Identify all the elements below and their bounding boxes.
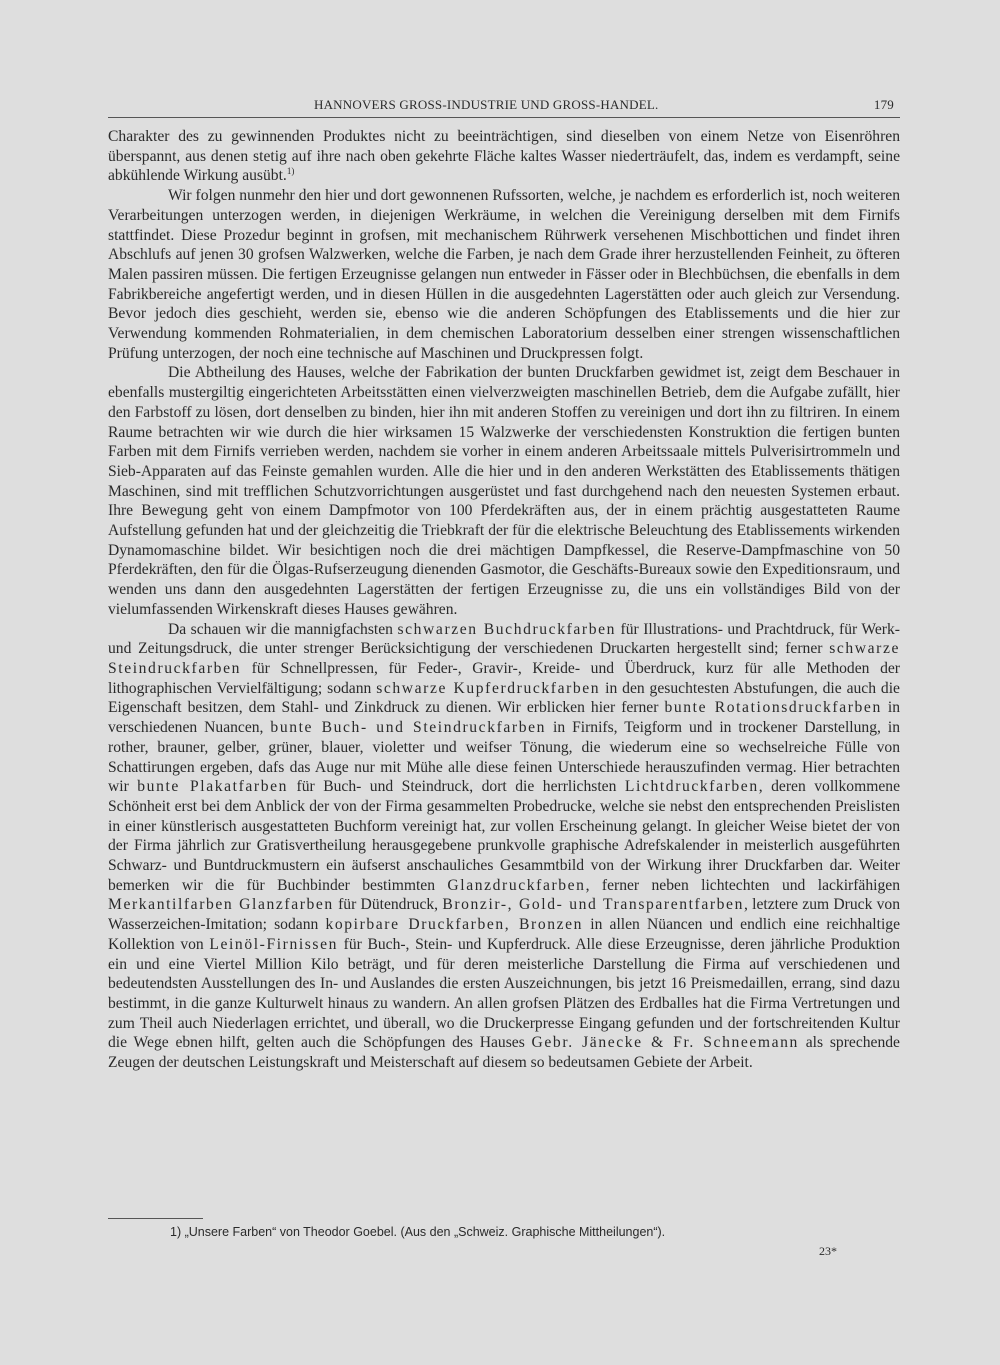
paragraph-products xyxy=(108,620,900,1073)
product-term: Lichtdruckfarben xyxy=(624,778,759,796)
product-term: bunte Buch- und Steindruckfarben xyxy=(270,719,547,737)
product-term: Bronzir-, Gold- und Transparentfarben xyxy=(442,896,744,914)
text-run: für Buch-, Stein- und Kupferdruck. Alle diese Erzeugnisse, deren jährliche Produktion ein und eine Viertel Million Kilo beträgt, und für deren meisterliche Darstellung die Firma auf verschiedenen und bedeutendsten Ausstellungen des In- und Auslandes die ersten Auszeichnungen, bis jetzt 16 Preismedaillen, errang, sind dazu bestimmt, in die ganze Kulturwelt hinaus zu wandern. An allen grofsen Plätzen des Erdballes hat die Firma Vertretungen und zum Theil auch Niederlagen errichtet, und überall, wo die Druckerpresse Eingang gefunden und der fortschreitenden Kultur die Wege ebnen hilft, gelten auch die Schöpfungen des Hauses xyxy=(108,935,900,1052)
product-term: schwarze Kupferdruckfarben xyxy=(376,679,601,697)
footnote-divider xyxy=(108,1218,203,1219)
text-run: für Dütendruck, xyxy=(333,896,443,914)
text-run: , ferner neben lichtechten und lackirfähigen xyxy=(585,876,900,894)
product-term: Leinöl-Firnissen xyxy=(209,935,339,953)
text-run: in allen Nüancen und endlich eine reichhaltige Kollektion von xyxy=(108,916,900,953)
product-term: kopirbare Druckfarben, Bronzen xyxy=(325,916,584,934)
text-run: Da schauen wir die mannigfachsten xyxy=(168,620,398,638)
company-name: Gebr. Jänecke & Fr. Schneemann xyxy=(531,1034,799,1052)
paragraph-continuation xyxy=(108,127,900,186)
text-run: als sprechende Zeugen der deutschen Leistungskraft und Meisterschaft auf diesem so bedeutsamen Gebiete der Arbeit. xyxy=(108,1034,900,1072)
paragraph-text: Charakter des zu gewinnenden Produktes nicht zu beeinträchtigen, sind dieselben von einem Netze von Eisenröhren überspannt, aus denen stetig auf ihre nach oben gekehrte Fläche kaltes Wasser niederträufelt, das, indem es verdampft, seine abkühlende Wirkung ausübt. xyxy=(108,128,900,185)
paragraph: Wir folgen nunmehr den hier und dort gewonnenen Rufssorten, welche, je nachdem es erforderlich ist, noch weiteren Verarbeitungen unterzogen werden, in diejenigen Werkräume, in welchen die Vereinigung derselben mit dem Firnifs stattfindet. Diese Prozedur beginnt in grofsen, mit mechanischem Rührwerk versehenen Mischbottichen und findet ihren Abschlufs auf jenen 30 grofsen Walzwerken, welche die Farben, je nach dem Grade ihrer herzustellenden Feinheit, zu öfteren Malen passiren müssen. Die fertigen Erzeugnisse gelangen nun entweder in Fässer oder in Blechbüchsen, die ebenfalls in dem Fabrikbereiche angefertigt werden, und in diesen Hüllen in die ausgedehnten Lagerstätten oder auch gleich zur Versendung. Bevor jedoch dies geschieht, werden sie, ebenso wie die anderen Schöpfungen des Etablissements und die hier zur Verwendung kommenden Rohmaterialien, in dem chemischen Laboratorium desselben einer strengen wissenschaftlichen Prüfung unterzogen, der noch eine technische auf Maschinen und Druckpressen folgt. xyxy=(108,187,900,362)
text-run: für Schnellpressen, für Feder-, Gravir-, Kreide- und Überdruck, kurz für alle Methoden der lithographischen Vervielfältigung; sodann xyxy=(108,659,900,697)
product-term: bunte Plakatfarben xyxy=(137,778,289,796)
product-term: Glanzdruckfarben xyxy=(447,876,586,894)
text-run: in den gesuchtesten Abstufungen, die auch die Eigenschaft besitzen, dem Stahl- und Zinkdruck zu dienen. Wir erblicken hier ferner xyxy=(108,679,900,717)
text-run: für Buch- und Steindruck, dort die herrlichsten xyxy=(288,778,625,796)
product-term: bunte Rotationsdruckfarben xyxy=(664,699,882,717)
product-term: schwarze Steindruckfarben xyxy=(108,640,900,677)
text-run: in verschiedenen Nuancen, xyxy=(108,699,901,737)
body-text xyxy=(108,127,900,1073)
page-number: 179 xyxy=(873,97,894,112)
text-run: , letztere zum Druck von Wasserzeichen-Imitation; sodann xyxy=(108,896,901,934)
page-header xyxy=(108,95,900,118)
running-title: HANNOVERS GROSS-INDUSTRIE UND GROSS-HANDEL. xyxy=(314,97,659,112)
text-run: für Illustrations- und Prachtdruck, für Werk- und Zeitungsdruck, die unter strenger Berücksichtigung der verschiedenen Druckarten hergestellt sind; ferner xyxy=(108,620,900,658)
product-term: Merkantilfarben Glanzfarben xyxy=(108,896,334,914)
footnote-reference: 1) xyxy=(286,166,295,177)
text-run: , deren vollkommene Schönheit erst bei dem Anblick der von der Firma gesammelten Probedrucke, welche sie nebst den entsprechenden Preislisten in einer künstlerisch ausgestatteten Buchform vereinigt hat, zur vollen Erscheinung gelangt. In gleicher Weise bietet der von der Firma jährlich zur Gratisvertheilung herausgegebene prunkvolle graphische Adrefskalender in meisterlich ausgeführten Schwarz- und Buntdruckmustern ein äufserst anschauliches Gesammtbild von der Wirkung ihrer Druckfarben dar. Weiter bemerken wir die für Buchbinder bestimmten xyxy=(108,778,900,894)
product-term: schwarzen Buchdruckfarben xyxy=(397,620,617,638)
footnote: 1) „Unsere Farben“ von Theodor Goebel. (Aus den „Schweiz. Graphische Mittheilungen“). xyxy=(170,1225,666,1239)
paragraph: Die Abtheilung des Hauses, welche der Fabrikation der bunten Druckfarben gewidmet ist, zeigt dem Beschauer in ebenfalls mustergiltig eingerichteten Arbeitsstätten einen vielverzweigten maschinellen Betrieb, dem die Aufgabe zufällt, hier den Farbstoff zu lösen, dort denselben zu binden, hier ihn mit anderen Stoffen zu vereinigen und dort ihn zu filtriren. In einem Raume betrachten wir wie durch die hier wirksamen 15 Walzwerke der verschiedensten Konstruktion die fertigen bunten Farben mit dem Firnifs verrieben werden, nachdem sie vorher in einem anderen Arbeitssaale mittels Pulverisirtrommeln und Sieb-Apparaten auf das Feinste gemahlen wurden. Alle die hier und in den anderen Werkstätten des Etablissements thätigen Maschinen, sind mit trefflichen Schutzvorrichtungen ausgerüstet und fast durchgehend nach den neuesten Systemen erbaut. Ihre Bewegung geht von einem Dampfmotor von 100 Pferdekräften aus, der in einem prächtig ausgestatteten Raume Aufstellung gefunden hat und der gleichzeitig die Triebkraft der für die elektrische Beleuchtung des Etablissements wirkenden Dynamomaschine bildet. Wir besichtigen noch die drei mächtigen Dampfkessel, die Reserve-Dampfmaschine von 50 Pferdekräften, den für die Ölgas-Rufserzeugung dienenden Gasmotor, die Geschäfts-Bureaux sowie den Expeditionsraum, und wenden uns dann den ausgedehnten Lagerstätten der fertigen Erzeugnisse zu, die uns ein vollständiges Bild von der vielumfassenden Wirkenskraft dieses Hauses gewähren. xyxy=(108,364,900,618)
text-run: in Firnifs, Teigform und in trockener Darstellung, in rother, brauner, gelber, grüner, blauer, violetter und weifser Tönung, die wiederum eine so wechselreiche Fülle von Schattirungen ergeben, dafs das Auge nur mit Mühe alle diese feinen Unterschiede herauszufinden vermag. Hier betrachten wir xyxy=(108,719,901,796)
sheet-signature: 23* xyxy=(819,1244,837,1258)
